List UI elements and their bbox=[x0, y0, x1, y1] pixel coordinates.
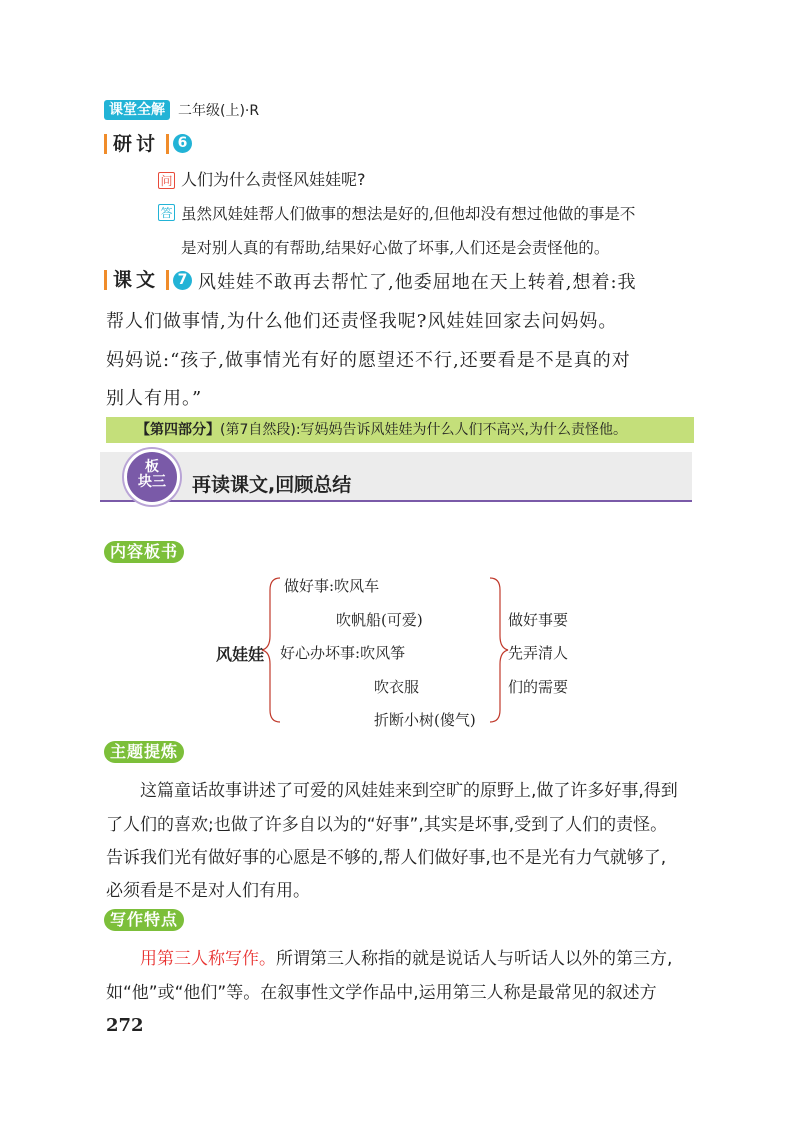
good-deed-1: 吹风车 bbox=[334, 577, 380, 595]
theme-line-2: 了人们的喜欢;也做了许多自以为的“好事”,其实是坏事,受到了人们的责怪。 bbox=[106, 815, 668, 835]
panel-badge bbox=[124, 449, 180, 505]
section-bar bbox=[166, 134, 169, 154]
good-deed-2: 吹帆船(可爱) bbox=[336, 611, 423, 629]
bad-deed-2: 吹衣服 bbox=[374, 678, 420, 696]
writing-line-1 bbox=[140, 949, 672, 969]
right-brace bbox=[490, 578, 508, 722]
bad-deeds-label: 好心办坏事:吹风筝 bbox=[280, 644, 406, 662]
text-line-1: 风娃娃不敢再去帮忙了,他委屈地在天上转着,想着:我 bbox=[198, 272, 637, 293]
good-deeds-label: 做好事:吹风车 bbox=[284, 577, 380, 595]
writing-line-2: 如“他”或“他们”等。在叙事性文学作品中,运用第三人称是最常见的叙述方 bbox=[106, 983, 657, 1003]
brand-badge: 课堂全解 bbox=[104, 100, 170, 120]
panel-title: 再读课文,回顾总结 bbox=[192, 474, 352, 496]
text-line-2: 帮人们做事情,为什么他们还责怪我呢?风娃娃回家去问妈妈。 bbox=[106, 311, 618, 332]
text-line-3: 妈妈说:“孩子,做事情光有好的愿望还不行,还要看是不是真的对 bbox=[106, 350, 631, 371]
writing-tag: 写作特点 bbox=[104, 909, 184, 931]
section-bar bbox=[104, 270, 107, 290]
grade-label: 二年级(上)·R bbox=[178, 103, 260, 119]
text-label: 课文 bbox=[113, 269, 160, 291]
panel-underline bbox=[100, 500, 692, 502]
left-brace bbox=[262, 578, 280, 722]
theme-tag: 主题提炼 bbox=[104, 741, 184, 763]
writing-line-1-rest: 所谓第三人称指的就是说话人与听话人以外的第三方, bbox=[276, 949, 673, 969]
panel-header-bg bbox=[100, 452, 692, 502]
conclusion-line-1: 做好事要 bbox=[508, 611, 569, 629]
conclusion-line-2: 先弄清人 bbox=[508, 644, 569, 662]
panel-badge-top: 板 bbox=[145, 459, 159, 475]
question-text: 人们为什么责怪风娃娃呢? bbox=[181, 170, 366, 189]
content-board-tag: 内容板书 bbox=[104, 541, 184, 563]
conclusion-line-3: 们的需要 bbox=[508, 678, 569, 696]
text-line-4: 别人有用。” bbox=[106, 388, 203, 409]
theme-line-4: 必须看是不是对人们有用。 bbox=[106, 881, 310, 901]
text-number: 7 bbox=[173, 271, 192, 290]
discussion-label: 研讨 bbox=[113, 133, 160, 155]
section-bar bbox=[166, 270, 169, 290]
answer-line-1: 虽然风娃娃帮人们做事的想法是好的,但他却没有想过他做的事是不 bbox=[181, 205, 636, 223]
answer-icon: 答 bbox=[158, 204, 175, 221]
part-note-text: (第7自然段):写妈妈告诉风娃娃为什么人们不高兴,为什么责怪他。 bbox=[220, 422, 627, 438]
panel-badge-bottom: 块三 bbox=[138, 474, 166, 490]
theme-line-3: 告诉我们光有做好事的心愿是不够的,帮人们做好事,也不是光有力气就够了, bbox=[106, 848, 667, 868]
section-bar bbox=[104, 134, 107, 154]
bad-deed-3: 折断小树(傻气) bbox=[374, 711, 476, 729]
page-number: 272 bbox=[106, 1015, 144, 1036]
part-note-band bbox=[106, 417, 694, 443]
part-note-title: 【第四部分】 bbox=[136, 422, 220, 438]
bad-deed-1: 吹风筝 bbox=[360, 644, 406, 662]
answer-line-2: 是对别人真的有帮助,结果好心做了坏事,人们还是会责怪他的。 bbox=[181, 239, 610, 257]
theme-line-1: 这篇童话故事讲述了可爱的风娃娃来到空旷的原野上,做了许多好事,得到 bbox=[140, 781, 678, 801]
discussion-number: 6 bbox=[173, 134, 192, 153]
question-icon: 问 bbox=[158, 172, 175, 189]
writing-highlight: 用第三人称写作。 bbox=[140, 949, 276, 969]
center-label: 风娃娃 bbox=[216, 645, 265, 664]
